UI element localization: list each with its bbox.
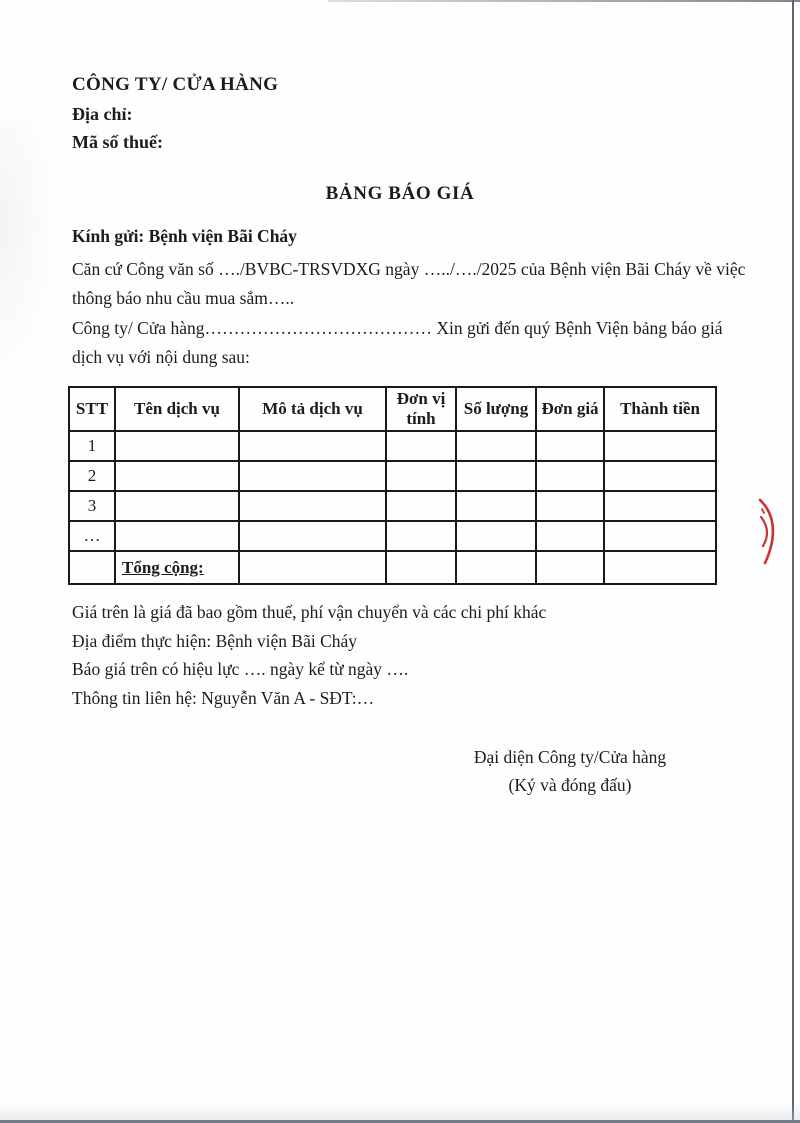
empty-cell: [115, 521, 239, 551]
company-name-line: CÔNG TY/ CỬA HÀNG: [72, 74, 279, 95]
empty-cell: [604, 461, 716, 491]
empty-cell: [456, 521, 536, 551]
note-line-location: Địa điểm thực hiện: Bệnh viện Bãi Cháy: [72, 630, 358, 651]
empty-cell: [536, 431, 604, 461]
company-tax-label: Mã số thuế:: [72, 132, 163, 152]
empty-cell: [604, 521, 716, 551]
note-line-validity: Báo giá trên có hiệu lực …. ngày kể từ ngày ….: [72, 659, 409, 679]
col-header-don-gia: Đơn giá: [536, 387, 604, 431]
col-header-so-luong: Số lượng: [456, 387, 536, 431]
table-total-row: [69, 551, 716, 584]
company-header-block: [72, 74, 278, 153]
empty-cell: [456, 431, 536, 461]
document-title: BẢNG BÁO GIÁ: [325, 183, 475, 204]
empty-cell: [536, 521, 604, 551]
empty-cell: [456, 491, 536, 521]
paragraph-basis: Căn cứ Công văn số …./BVBC-TRSVDXG ngày …../…./2025 của Bệnh viện Bãi Cháy về việc thông báo nhu cầu mua sắm…..: [72, 259, 746, 308]
empty-cell: [386, 431, 456, 461]
empty-cell: [536, 461, 604, 491]
note-line-tax-included: Giá trên là giá đã bao gồm thuế, phí vận chuyển và các chi phí khác: [72, 602, 547, 622]
row-number-cell: 2: [69, 461, 115, 491]
red-pen-mark: [748, 497, 788, 569]
empty-cell: [239, 461, 386, 491]
empty-cell: [115, 461, 239, 491]
empty-cell: [239, 491, 386, 521]
col-header-don-vi-tinh: Đơn vị tính: [386, 387, 456, 431]
empty-cell: [536, 551, 604, 584]
empty-cell: [386, 551, 456, 584]
col-header-ten-dich-vu: Tên dịch vụ: [115, 387, 239, 431]
empty-cell: [386, 491, 456, 521]
table-row: [69, 521, 716, 551]
table-header-row: [69, 387, 716, 431]
scan-smudge-artifact: [0, 120, 60, 380]
total-label-cell: Tổng cộng:: [115, 551, 239, 584]
signature-block: [430, 743, 710, 799]
quotation-table: [68, 386, 717, 585]
empty-cell: [115, 431, 239, 461]
note-line-contact: Thông tin liên hệ: Nguyễn Văn A - SĐT:…: [72, 687, 375, 708]
scan-edge-top: [328, 0, 800, 2]
col-header-thanh-tien: Thành tiền: [604, 387, 716, 431]
empty-cell: [239, 551, 386, 584]
notes-block: [72, 598, 752, 712]
row-number-cell: …: [69, 521, 115, 551]
signature-title-line: Đại diện Công ty/Cửa hàng: [473, 747, 667, 767]
empty-cell: [456, 461, 536, 491]
empty-cell: [115, 491, 239, 521]
paragraph-intro: Công ty/ Cửa hàng………………………………… Xin gửi đến quý Bệnh Viện bảng báo giá dịch vụ với nội dung sau:: [72, 318, 723, 367]
empty-cell: [604, 491, 716, 521]
empty-cell: [239, 431, 386, 461]
col-header-mo-ta-dich-vu: Mô tả dịch vụ: [239, 387, 386, 431]
empty-cell: [604, 431, 716, 461]
row-number-cell: 3: [69, 491, 115, 521]
table-row: [69, 491, 716, 521]
empty-cell: [239, 521, 386, 551]
col-header-stt: STT: [69, 387, 115, 431]
company-address-label: Địa chỉ:: [72, 104, 133, 124]
row-number-cell: 1: [69, 431, 115, 461]
empty-cell: [604, 551, 716, 584]
recipient-line: Kính gửi: Bệnh viện Bãi Cháy: [72, 226, 297, 246]
empty-cell: [69, 551, 115, 584]
table-row: [69, 431, 716, 461]
signature-instruction-line: (Ký và đóng đấu): [508, 775, 632, 795]
scan-edge-right: [792, 0, 794, 1123]
empty-cell: [456, 551, 536, 584]
empty-cell: [386, 521, 456, 551]
table-row: [69, 461, 716, 491]
empty-cell: [386, 461, 456, 491]
empty-cell: [536, 491, 604, 521]
